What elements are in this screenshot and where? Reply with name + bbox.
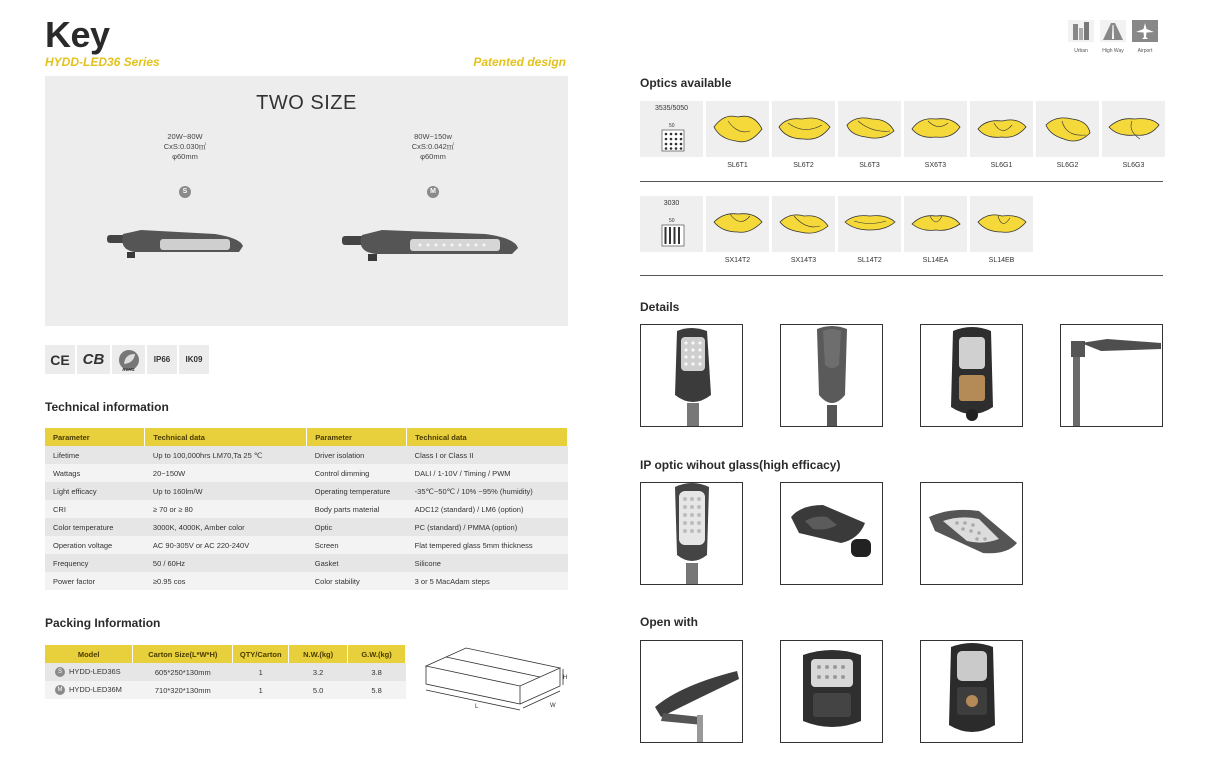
optic-distribution-icon [908, 204, 964, 244]
size-m-badge: M [55, 685, 65, 695]
led-package-cell [640, 101, 703, 169]
column-header: QTY/Carton [233, 645, 289, 663]
ip-optic-photo-side [780, 482, 883, 585]
column-header: N.W.(kg) [289, 645, 348, 663]
table-cell: Operation voltage [45, 536, 145, 554]
column-header: Parameter [307, 428, 407, 446]
optics-group-3535 [640, 101, 1165, 169]
open-inside-image [921, 641, 1023, 743]
page-title: Key [45, 14, 110, 55]
module-scale-label: 50 [669, 123, 675, 129]
table-cell: Light efficacy [45, 482, 145, 500]
rohs-label: RoHS [122, 367, 135, 372]
optic-label: SL6G1 [990, 162, 1013, 169]
table-cell: Screen [307, 536, 407, 554]
table-cell: 5.8 [348, 681, 406, 699]
optic-distribution-icon [974, 204, 1030, 244]
optic-distribution-icon [710, 109, 766, 149]
optic-label: SL6G2 [1056, 162, 1079, 169]
column-header: G.W.(kg) [348, 645, 406, 663]
open-side-image [641, 641, 743, 743]
carton-length-label: L [475, 704, 479, 710]
table-cell: Gasket [307, 554, 407, 572]
table-cell: Control dimming [307, 464, 407, 482]
optic-item [1102, 101, 1165, 169]
led-package-cell [640, 196, 703, 264]
column-header: Technical data [145, 428, 307, 446]
column-header: Model [45, 645, 133, 663]
ip66-mark: IP66 [147, 345, 177, 374]
table-cell: Power factor [45, 572, 145, 590]
details-title: Details [640, 300, 680, 314]
optics-title: Optics available [640, 76, 732, 90]
urban-category [1068, 20, 1094, 54]
urban-label: Urban [1074, 48, 1088, 54]
table-cell: 3.2 [289, 663, 348, 681]
led-package-box [640, 101, 703, 157]
model-cell [45, 681, 133, 699]
optic-label: SX14T3 [790, 257, 817, 264]
table-row [45, 500, 568, 518]
detail-photo-open [920, 324, 1023, 427]
ip-optic-front-image [641, 483, 743, 585]
packing-info-title: Packing Information [45, 616, 161, 630]
size-m-badge: M [427, 186, 439, 198]
luminaire-back-image [781, 325, 883, 427]
optic-distribution-icon [1040, 109, 1096, 149]
optics-divider [640, 275, 1163, 276]
optic-distribution-icon [776, 204, 832, 244]
table-row [45, 663, 406, 681]
column-header: Technical data [407, 428, 568, 446]
optic-item [838, 101, 901, 169]
column-header: Parameter [45, 428, 145, 446]
table-cell: Class I or Class II [407, 446, 568, 464]
packing-table [45, 645, 406, 699]
optic-label: SL6T1 [727, 162, 748, 169]
table-row [45, 518, 568, 536]
small-variant-specs [115, 132, 255, 162]
table-cell: 3.8 [348, 663, 406, 681]
application-icons [1068, 20, 1158, 54]
column-header: Carton Size(L*W*H) [133, 645, 233, 663]
optics-group-3030 [640, 196, 1033, 264]
size-s-badge: S [179, 186, 191, 198]
optic-label: SL14EA [922, 257, 949, 264]
table-cell: 3 or 5 MacAdam steps [407, 572, 568, 590]
ip-optic-angled-image [921, 483, 1023, 585]
optic-distribution-icon [776, 109, 832, 149]
table-cell: ADC12 (standard) / LM6 (option) [407, 500, 568, 518]
carton-width-label: W [550, 703, 556, 709]
table-cell: ≥0.95 cos [145, 572, 307, 590]
table-cell: Lifetime [45, 446, 145, 464]
small-power: 20W~80W [167, 132, 203, 141]
table-row [45, 464, 568, 482]
table-cell: Driver isolation [307, 446, 407, 464]
technical-info-title: Technical information [45, 400, 169, 414]
led-module-icon [652, 216, 688, 248]
led-package-box [640, 196, 703, 252]
open-front-image [781, 641, 883, 743]
small-diameter: φ60mm [172, 152, 198, 161]
certification-row [45, 345, 209, 374]
optic-item [706, 101, 769, 169]
table-cell: -35℃~50℃ / 10% ~95% (humidity) [407, 482, 568, 500]
optic-label: SL14EB [988, 257, 1015, 264]
optic-label: SL6T3 [859, 162, 880, 169]
detail-photo-front [640, 324, 743, 427]
technical-header-row [45, 428, 568, 446]
table-row [45, 572, 568, 590]
optic-item [838, 196, 901, 264]
airport-icon [1132, 20, 1158, 42]
optic-item [970, 101, 1033, 169]
optic-item [970, 196, 1033, 264]
optic-label: SL6G3 [1122, 162, 1145, 169]
optic-item [904, 196, 967, 264]
table-row [45, 554, 568, 572]
medium-diameter: φ60mm [420, 152, 446, 161]
highway-label: High Way [1102, 48, 1124, 54]
rohs-mark-icon [112, 345, 145, 374]
packing-header-row [45, 645, 406, 663]
open-photo-inside [920, 640, 1023, 743]
table-cell: Up to 100,000hrs LM70,Ta 25 ℃ [145, 446, 307, 464]
urban-icon [1068, 20, 1094, 42]
table-cell: 50 / 60Hz [145, 554, 307, 572]
ip-optic-photo-front [640, 482, 743, 585]
carton-height-label: H [563, 675, 568, 681]
ik09-mark: IK09 [179, 345, 209, 374]
table-cell: 605*250*130mm [133, 663, 233, 681]
table-cell: Operating temperature [307, 482, 407, 500]
medium-cxs: CxS:0.042㎡ [411, 142, 455, 151]
optic-item [1036, 101, 1099, 169]
small-cxs: CxS:0.030㎡ [163, 142, 207, 151]
table-cell: CRI [45, 500, 145, 518]
table-cell: Silicone [407, 554, 568, 572]
optic-distribution-icon [710, 204, 766, 244]
table-row [45, 536, 568, 554]
optic-label: SL14T2 [857, 257, 882, 264]
led-module-icon [652, 121, 688, 153]
airport-label: Airport [1137, 48, 1153, 54]
optic-label: SX6T3 [924, 162, 947, 169]
medium-luminaire-image [340, 226, 520, 266]
led-package-label: 3030 [663, 200, 680, 207]
table-cell: DALI / 1-10V / Timing / PWM [407, 464, 568, 482]
optic-distribution-icon [1106, 109, 1162, 149]
optic-label: SL6T2 [793, 162, 814, 169]
table-row [45, 446, 568, 464]
highway-category [1100, 20, 1126, 54]
luminaire-open-image [921, 325, 1023, 427]
detail-photo-pole [1060, 324, 1163, 427]
optic-item [772, 101, 835, 169]
table-cell: 3000K, 4000K, Amber color [145, 518, 307, 536]
table-cell: Body parts material [307, 500, 407, 518]
optic-item [772, 196, 835, 264]
table-cell: Color stability [307, 572, 407, 590]
two-size-panel [45, 76, 568, 326]
open-photo-front [780, 640, 883, 743]
highway-icon [1100, 20, 1126, 42]
optics-divider [640, 181, 1163, 182]
table-cell: 5.0 [289, 681, 348, 699]
luminaire-front-image [641, 325, 743, 427]
carton-box-diagram [420, 638, 570, 718]
model-name: HYDD-LED36S [69, 666, 121, 676]
table-cell: Color temperature [45, 518, 145, 536]
small-luminaire-image [105, 226, 245, 264]
table-cell: 1 [233, 681, 289, 699]
model-name: HYDD-LED36M [69, 684, 122, 694]
ce-mark-icon: CE [45, 345, 75, 374]
table-cell: Flat tempered glass 5mm thickness [407, 536, 568, 554]
technical-table [45, 428, 568, 590]
optic-distribution-icon [974, 109, 1030, 149]
table-row [45, 681, 406, 699]
ip-optic-side-image [781, 483, 883, 585]
table-row [45, 482, 568, 500]
table-cell: Wattags [45, 464, 145, 482]
medium-power: 80W~150w [414, 132, 452, 141]
led-package-label: 3535/5050 [654, 105, 689, 112]
airport-category [1132, 20, 1158, 54]
two-size-title: TWO SIZE [256, 92, 357, 114]
ip-optic-title: IP optic wihout glass(high efficacy) [640, 458, 841, 472]
table-cell: ≥ 70 or ≥ 80 [145, 500, 307, 518]
optic-item [904, 101, 967, 169]
table-cell: 1 [233, 663, 289, 681]
luminaire-pole-image [1061, 325, 1163, 427]
table-cell: Optic [307, 518, 407, 536]
optic-distribution-icon [842, 204, 898, 244]
optic-label: SX14T2 [724, 257, 751, 264]
ip-optic-photo-angled [920, 482, 1023, 585]
table-cell: 20~150W [145, 464, 307, 482]
optic-distribution-icon [842, 109, 898, 149]
table-cell: Up to 160lm/W [145, 482, 307, 500]
medium-variant-specs [363, 132, 503, 162]
optic-distribution-icon [908, 109, 964, 149]
model-cell [45, 663, 133, 681]
series-label: HYDD-LED36 Series [45, 55, 160, 69]
patented-label: Patented design [473, 55, 566, 69]
module-scale-label: 50 [669, 218, 675, 224]
detail-photo-back [780, 324, 883, 427]
table-cell: 710*320*130mm [133, 681, 233, 699]
open-with-title: Open with [640, 615, 698, 629]
cb-mark-icon: CB [77, 345, 110, 374]
open-photo-side [640, 640, 743, 743]
optic-item [706, 196, 769, 264]
size-s-badge: S [55, 667, 65, 677]
table-cell: Frequency [45, 554, 145, 572]
table-cell: PC (standard) / PMMA (option) [407, 518, 568, 536]
table-cell: AC 90-305V or AC 220-240V [145, 536, 307, 554]
